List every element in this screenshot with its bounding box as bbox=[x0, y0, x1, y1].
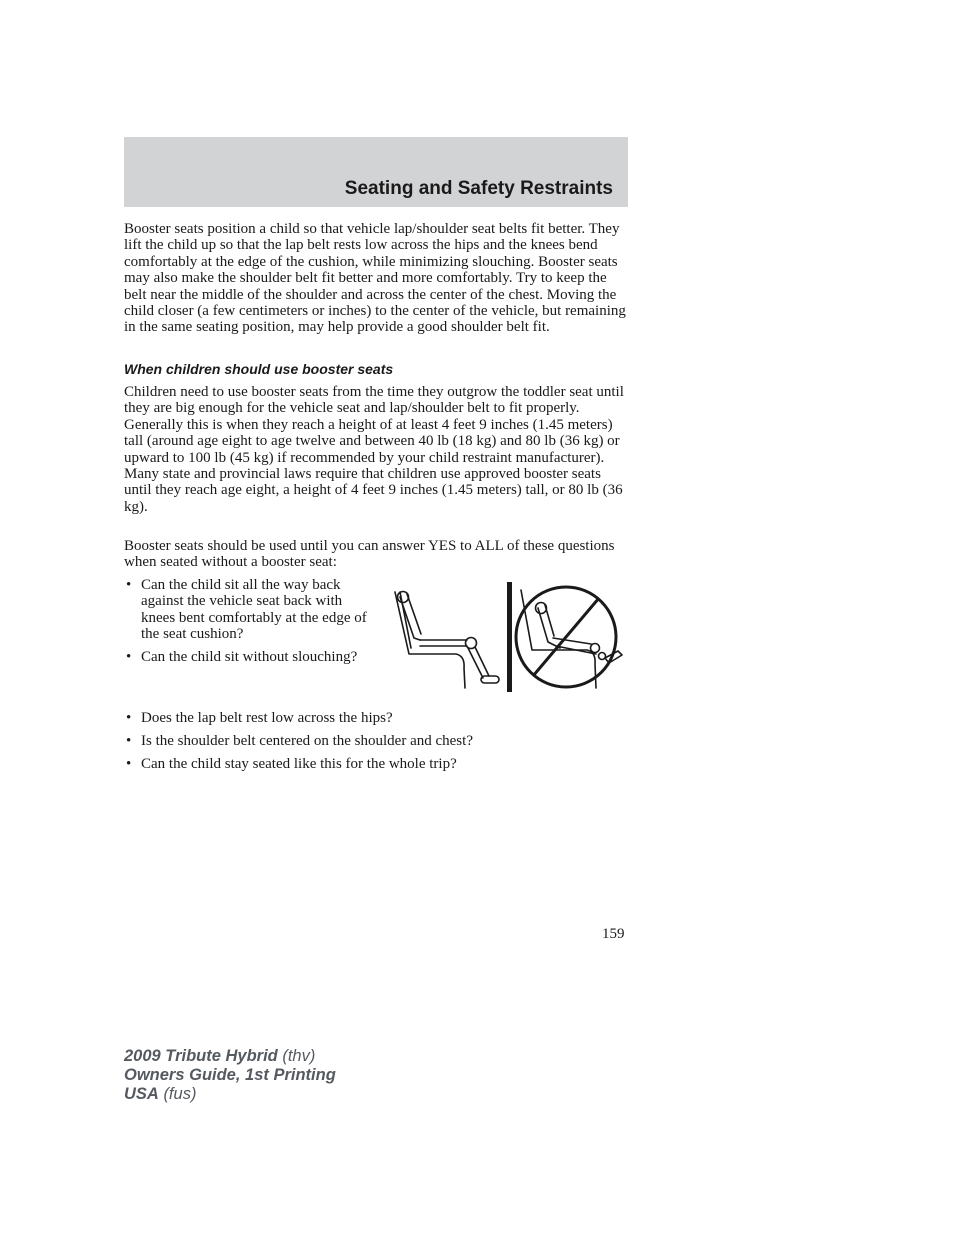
bullet-icon: • bbox=[126, 648, 132, 665]
subheading: When children should use booster seats bbox=[124, 361, 394, 377]
list-item bbox=[124, 756, 644, 772]
footer-market: USA bbox=[124, 1085, 159, 1103]
child-shin bbox=[468, 648, 483, 678]
age-height-paragraph: Children need to use booster seats from the time they outgrow the toddler seat until they are big enough for the vehicle seat and lap/shoulder belt to fit properly. Generally this is when they reach a height of at least 4 feet 9 inches (1.45 meters) tall (around age eight to age twelve and between 40 lb (18 kg) and 80 lb (36 kg) or upward to 100 lb (45 kg) if recommended by your child restraint manufacturer). Many state and provincial laws require that children use approved booster seats until they reach age eight, a height of 4 feet 9 inches (1.45 meters) tall, or 80 lb (36 kg). bbox=[124, 384, 624, 515]
child-torso bbox=[407, 594, 421, 634]
prohibition-icon bbox=[516, 587, 616, 687]
booster-seat-illustration bbox=[390, 580, 630, 696]
intro-paragraph: Booster seats position a child so that vehicle lap/shoulder seat belts fit better. They lift the child up so that the lap belt rests low across the hips and the knees bend comfortably at the edge of the cushion, while minimizing slouching. Booster seats may also make the shoulder belt fit better and more comfortably. Try to keep the belt near the middle of the shoulder and across the center of the chest. Moving the child closer (a few centimeters or inches) to the center of the vehicle, but remaining in the same seating position, may help provide a good shoulder belt fit. bbox=[124, 221, 626, 336]
list-item bbox=[124, 577, 374, 643]
document-footer bbox=[124, 1047, 336, 1104]
list-item bbox=[124, 733, 644, 749]
child-foot bbox=[481, 676, 499, 683]
list-item-text: Can the child sit without slouching? bbox=[141, 648, 358, 665]
footer-model: 2009 Tribute Hybrid bbox=[124, 1047, 278, 1065]
list-item-text: Can the child stay seated like this for the whole trip? bbox=[141, 755, 457, 772]
correct-posture-figure bbox=[395, 592, 499, 689]
page-number: 159 bbox=[602, 926, 625, 942]
footer-market-code: (fus) bbox=[163, 1085, 197, 1103]
list-item bbox=[124, 649, 374, 665]
list-item-text: Can the child sit all the way back against the vehicle seat back with knees bent comfortably at the edge of the seat cushion? bbox=[141, 577, 367, 643]
list-item-text: Does the lap belt rest low across the hips? bbox=[141, 710, 393, 726]
section-header bbox=[124, 137, 628, 207]
question-list-bottom bbox=[124, 710, 644, 779]
question-list-top bbox=[124, 577, 374, 671]
child-shin bbox=[475, 647, 489, 676]
figure-divider bbox=[507, 582, 512, 692]
bullet-icon: • bbox=[126, 710, 132, 726]
section-title: Seating and Safety Restraints bbox=[344, 178, 613, 199]
questions-intro-paragraph: Booster seats should be used until you can answer YES to ALL of these questions when seated without a booster seat: bbox=[124, 538, 615, 571]
bullet-icon: • bbox=[126, 577, 132, 593]
child-head bbox=[398, 592, 409, 603]
footer-edition: Owners Guide, 1st Printing bbox=[124, 1066, 336, 1084]
child-thigh bbox=[553, 638, 591, 644]
list-item-text: Is the shoulder belt centered on the shoulder and chest? bbox=[141, 732, 473, 749]
child-knee bbox=[591, 644, 600, 653]
bullet-icon: • bbox=[126, 732, 132, 749]
footer-model-code: (thv) bbox=[282, 1047, 316, 1065]
bullet-icon: • bbox=[126, 755, 132, 772]
child-head bbox=[536, 603, 547, 614]
list-item bbox=[124, 710, 644, 726]
